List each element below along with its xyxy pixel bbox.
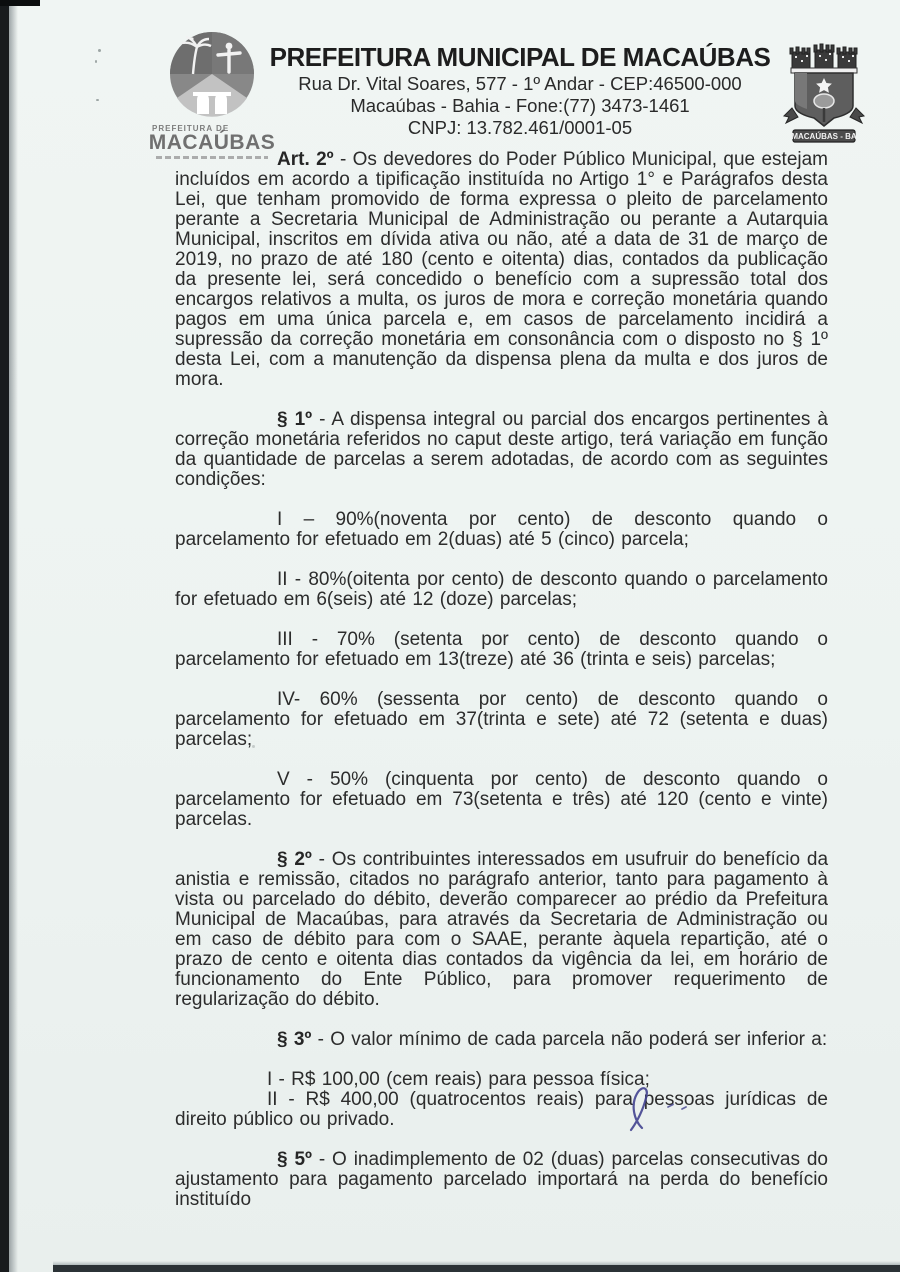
- scan-edge-left-shadow: [9, 0, 18, 1272]
- paragraph-label: Art. 2º: [277, 149, 334, 170]
- paragraph-text: III - 70% (setenta por cento) de desconto quando o parcelamento for efetuado em 13(treze) até 36 (trinta e seis) parcelas;: [175, 629, 828, 670]
- scan-speck: [95, 60, 97, 63]
- paragraph-text: - Os contribuintes interessados em usufruir do benefício da anistia e remissão, citados no parágrafo anterior, tanto para pagamento à vista ou parcelado do débito, deverão comparecer ao prédio da Prefeitura Municipal de Macaúbas, para através da Secretaria de Administração ou em caso de débito para com o SAAE, perante àquela repartição, até o prazo de cento e oitenta dias contados da vigência da lei, em horário de funcionamento do Ente Público, para promover requerimento de regularização do débito.: [175, 849, 829, 1010]
- paragraph-label: § 1º: [277, 409, 313, 430]
- scan-speck: [98, 49, 101, 52]
- item-iii-70: [175, 630, 828, 670]
- scan-edge-top-corner: [0, 0, 40, 6]
- item-ii-80: [175, 570, 828, 610]
- item-iv-60: [175, 690, 828, 750]
- paragraph-text: I – 90%(noventa por cento) de desconto quando o parcelamento for efetuado em 2(duas) até 5 (cinco) parcela;: [175, 509, 828, 550]
- paragraph-s2: [175, 850, 828, 1010]
- scan-edge-left: [0, 0, 9, 1272]
- item-i-90: [175, 510, 828, 550]
- letterhead-title: PREFEITURA MUNICIPAL DE MACAÚBAS: [269, 42, 771, 72]
- paragraph-text: I - R$ 100,00 (cem reais) para pessoa física;: [267, 1069, 650, 1090]
- coat-of-arms-icon: [782, 42, 866, 146]
- document-body: [175, 150, 828, 1210]
- scan-edge-bottom: [53, 1265, 900, 1272]
- paragraph-text: II - 80%(oitenta por cento) de desconto quando o parcelamento for efetuado em 6(seis) até 12 (doze) parcelas;: [175, 569, 828, 610]
- paragraph-label: § 3º: [277, 1029, 312, 1050]
- paragraph-art-2: [175, 150, 828, 390]
- handwritten-pen-mark: [612, 1080, 708, 1144]
- paragraph-text: V - 50% (cinquenta por cento) de desconto quando o parcelamento for efetuado em 73(setenta e três) até 120 (cento e vinte) parcelas.: [175, 769, 828, 830]
- item-v-50: [175, 770, 828, 830]
- paragraph-s3: [175, 1030, 828, 1050]
- scan-speck: [96, 99, 99, 101]
- macaubas-logo-icon: [167, 30, 257, 118]
- logo-org-name: MACAÚBAS: [148, 131, 276, 154]
- paragraph-text: II - R$ 400,00 (quatrocentos reais) para pessoas jurídicas de direito público ou privado.: [175, 1089, 828, 1130]
- item-ii-400: [175, 1090, 828, 1130]
- paragraph-text: - O valor mínimo de cada parcela não poderá ser inferior a:: [311, 1029, 828, 1050]
- coat-of-arms: [782, 42, 866, 146]
- paragraph-label: § 2º: [277, 849, 312, 870]
- paragraph-label: § 5º: [277, 1149, 312, 1170]
- paragraph-s1: [175, 410, 828, 490]
- paragraph-text: - Os devedores do Poder Público Municipal, que estejam incluídos em acordo a tipificação instituída no Artigo 1° e Parágrafos desta Lei, que tenham promovido de forma expressa o pleito de parcelamento perante a Secretaria Municipal de Administração ou perante a Autarquia Municipal, inscritos em dívida ativa ou não, até a data de 31 de março de 2019, no prazo de até 180 (cento e oitenta) dias, contados da publicação da presente lei, será concedido o benefício com a supressão total dos encargos relativos a multa, os juros de mora e correção monetária quando pagos em uma única parcela e, em casos de parcelamento incidirá a supressão da correção monetária em consonância com o disposto no § 1º desta Lei, com a manutenção da dispensa plena da multa e dos juros de mora.: [175, 149, 829, 390]
- crest-banner-text: MACAÚBAS - BA: [791, 132, 857, 141]
- paragraph-s5: [175, 1150, 828, 1210]
- letterhead-address-line1: Rua Dr. Vital Soares, 577 - 1º Andar - CEP:46500-000: [298, 73, 742, 94]
- item-i-100: [175, 1070, 828, 1090]
- paragraph-text: IV- 60% (sessenta por cento) de desconto quando o parcelamento for efetuado em 37(trinta e sete) até 72 (setenta e duas) parcelas;: [175, 689, 828, 750]
- paragraph-text: - O inadimplemento de 02 (duas) parcelas consecutivas do ajustamento para pagamento parcelado importará na perda do benefício instituído: [175, 1149, 828, 1210]
- letterhead: [258, 42, 782, 139]
- logo-org-small: PREFEITURA DE: [152, 124, 230, 133]
- letterhead-cnpj: CNPJ: 13.782.461/0001-05: [407, 117, 633, 138]
- paragraph-text: - A dispensa integral ou parcial dos encargos pertinentes à correção monetária referidos no caput deste artigo, terá variação em função da quantidade de parcelas a serem adotadas, de acordo com as seguintes condições:: [175, 409, 828, 490]
- letterhead-address-line2: Macaúbas - Bahia - Fone:(77) 3473-1461: [350, 95, 690, 116]
